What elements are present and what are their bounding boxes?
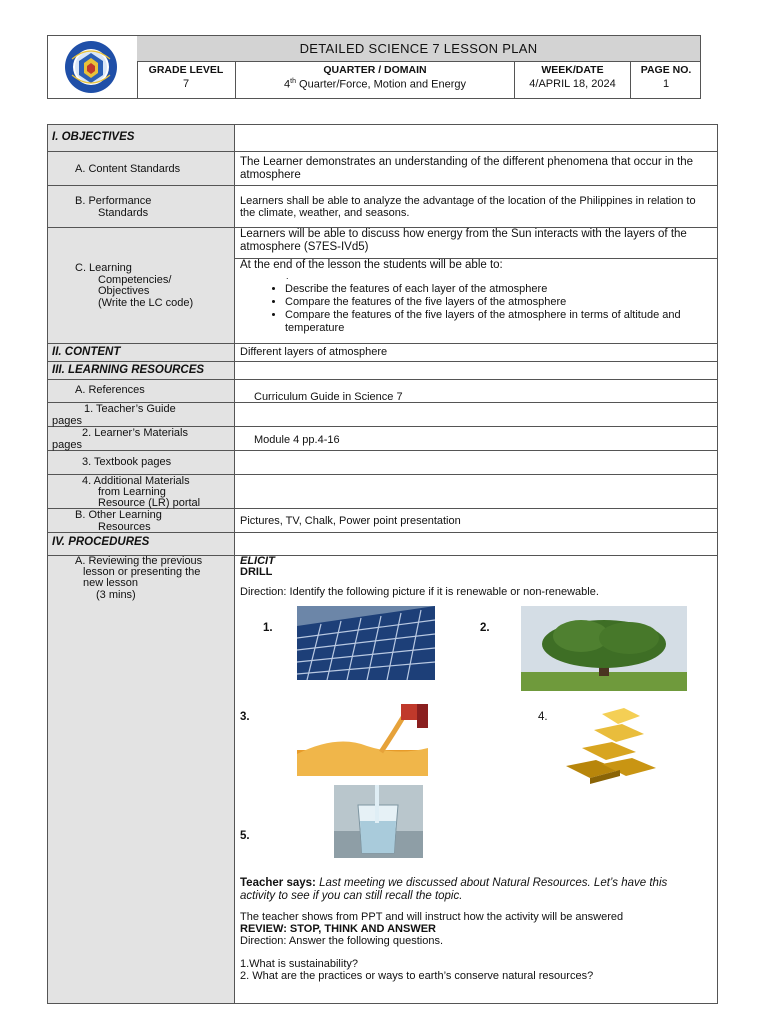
quarter-domain-value: [236, 78, 514, 91]
content-standards-text: The Learner demonstrates an understanding of the different phenomena that occur in the atmosphere: [240, 156, 694, 181]
quarter-domain-cell: [235, 61, 514, 98]
teachers-guide-label-2: pages: [52, 415, 82, 427]
quarter-number: 4: [284, 78, 291, 91]
additional-materials-label-3: Resource (LR) portal: [98, 497, 201, 509]
grade-level-label: GRADE LEVEL: [148, 64, 224, 76]
solar-panels-picture: [297, 606, 435, 680]
objectives-heading: I. OBJECTIVES: [52, 131, 135, 143]
additional-materials-label-1: 4. Additional Materials: [82, 475, 190, 487]
deped-seal-logo: [58, 39, 124, 95]
review-heading: REVIEW: STOP, THINK AND ANSWER: [240, 923, 436, 935]
procedure-a-label-1: A. Reviewing the previous: [75, 555, 203, 567]
objective-item: • Compare the features of the five layers of the atmosphere: [285, 296, 710, 309]
week-date-value: 4/APRIL 18, 2024: [529, 78, 616, 90]
picture-number: 1.: [263, 622, 273, 634]
lesson-plan-header: [47, 35, 701, 99]
solar-panels-image: [297, 606, 435, 680]
picture-number: 3.: [240, 711, 250, 723]
quarter-domain-text: Quarter/Force, Motion and Energy: [296, 78, 466, 91]
water-glass-picture: [334, 785, 423, 858]
additional-materials-label-2: from Learning: [98, 486, 166, 498]
picture-number: 5.: [240, 830, 250, 842]
review-direction: Direction: Answer the following questions.: [240, 935, 443, 947]
drill-direction: Direction: Identify the following picture if it is renewable or non-renewable.: [240, 586, 599, 598]
tree-image: [521, 606, 687, 691]
lc-text: Learners will be able to discuss how energy from the Sun interacts with the layers of the atmosphere (S7ES-IVd5): [240, 228, 687, 253]
learners-materials-label-2: pages: [52, 439, 82, 451]
teacher-says-text: Last meeting we discussed about Natural Resources. Let’s have this activity to see if you can still recall the topic.: [240, 877, 668, 902]
lesson-intro: At the end of the lesson the students will be able to:: [240, 259, 503, 271]
stray-dot: .: [286, 271, 289, 281]
week-date-label: WEEK/DATE: [541, 64, 604, 76]
performance-standards-label-2: Standards: [98, 207, 149, 219]
teacher-says-label: Teacher says:: [240, 877, 316, 889]
water-glass-image: [334, 785, 423, 858]
gold-bars-picture: [562, 704, 663, 784]
page-number-value: 1: [662, 78, 670, 90]
procedure-a-label-4: (3 mins): [96, 589, 136, 601]
page-number-cell: [630, 61, 701, 98]
learners-materials-text: Module 4 pp.4-16: [254, 434, 340, 446]
performance-standards-text: Learners shall be able to analyze the advantage of the location of the Philippines in relation to the climate, weather, and seasons.: [240, 195, 696, 219]
lc-label-1: C. Learning: [75, 262, 132, 274]
performance-standards-label-1: B. Performance: [75, 195, 152, 207]
page-number-label: PAGE NO.: [640, 64, 692, 76]
fuel-pour-image: [297, 704, 428, 776]
content-text: Different layers of atmosphere: [240, 346, 388, 358]
procedure-a-label-2: lesson or presenting the: [83, 566, 201, 578]
objective-item: • Describe the features of each layer of the atmosphere: [285, 283, 710, 296]
learning-resources-heading: III. LEARNING RESOURCES: [52, 364, 205, 376]
textbook-pages-label: 3. Textbook pages: [82, 456, 172, 468]
other-resources-label-1: B. Other Learning: [75, 509, 162, 521]
week-date-cell: [514, 61, 630, 98]
references-text: Curriculum Guide in Science 7: [254, 391, 403, 403]
picture-number: 4.: [538, 711, 548, 723]
picture-number: 2.: [480, 622, 490, 634]
grade-level-cell: [137, 61, 235, 98]
elicit-label: ELICIT: [240, 555, 275, 567]
teacher-shows-text: The teacher shows from PPT and will instruct how the activity will be answered: [240, 911, 624, 923]
teachers-guide-label-1: 1. Teacher’s Guide: [84, 403, 176, 415]
review-question: 2. What are the practices or ways to earth’s conserve natural resources?: [240, 970, 594, 982]
references-label: A. References: [75, 384, 145, 396]
lc-label-4: (Write the LC code): [98, 297, 194, 309]
grade-level-value: 7: [182, 78, 190, 90]
lesson-plan-table: [47, 124, 718, 1004]
content-standards-label: A. Content Standards: [75, 163, 181, 175]
lc-label-3: Objectives: [98, 285, 150, 297]
other-resources-label-2: Resources: [98, 521, 151, 533]
document-title: DETAILED SCIENCE 7 LESSON PLAN: [137, 36, 700, 62]
review-question: 1.What is sustainability?: [240, 958, 358, 970]
gold-bars-image: [562, 704, 663, 784]
objectives-list: [240, 283, 710, 335]
tree-picture: [521, 606, 687, 691]
fuel-pour-picture: [297, 704, 428, 776]
teacher-says: [240, 877, 670, 903]
logo-cell: [48, 36, 138, 98]
drill-label: DRILL: [240, 566, 273, 578]
objective-item: • Compare the features of the five layers of the atmosphere in terms of altitude and temperature: [285, 309, 710, 335]
content-heading: II. CONTENT: [52, 346, 121, 358]
procedures-heading: IV. PROCEDURES: [52, 536, 150, 548]
lc-label-2: Competencies/: [98, 274, 172, 286]
procedure-a-label-3: new lesson: [83, 577, 139, 589]
quarter-suffix: th: [290, 78, 296, 85]
learners-materials-label-1: 2. Learner’s Materials: [82, 427, 188, 439]
other-resources-text: Pictures, TV, Chalk, Power point presentation: [240, 515, 461, 527]
quarter-domain-label: QUARTER / DOMAIN: [323, 64, 427, 76]
